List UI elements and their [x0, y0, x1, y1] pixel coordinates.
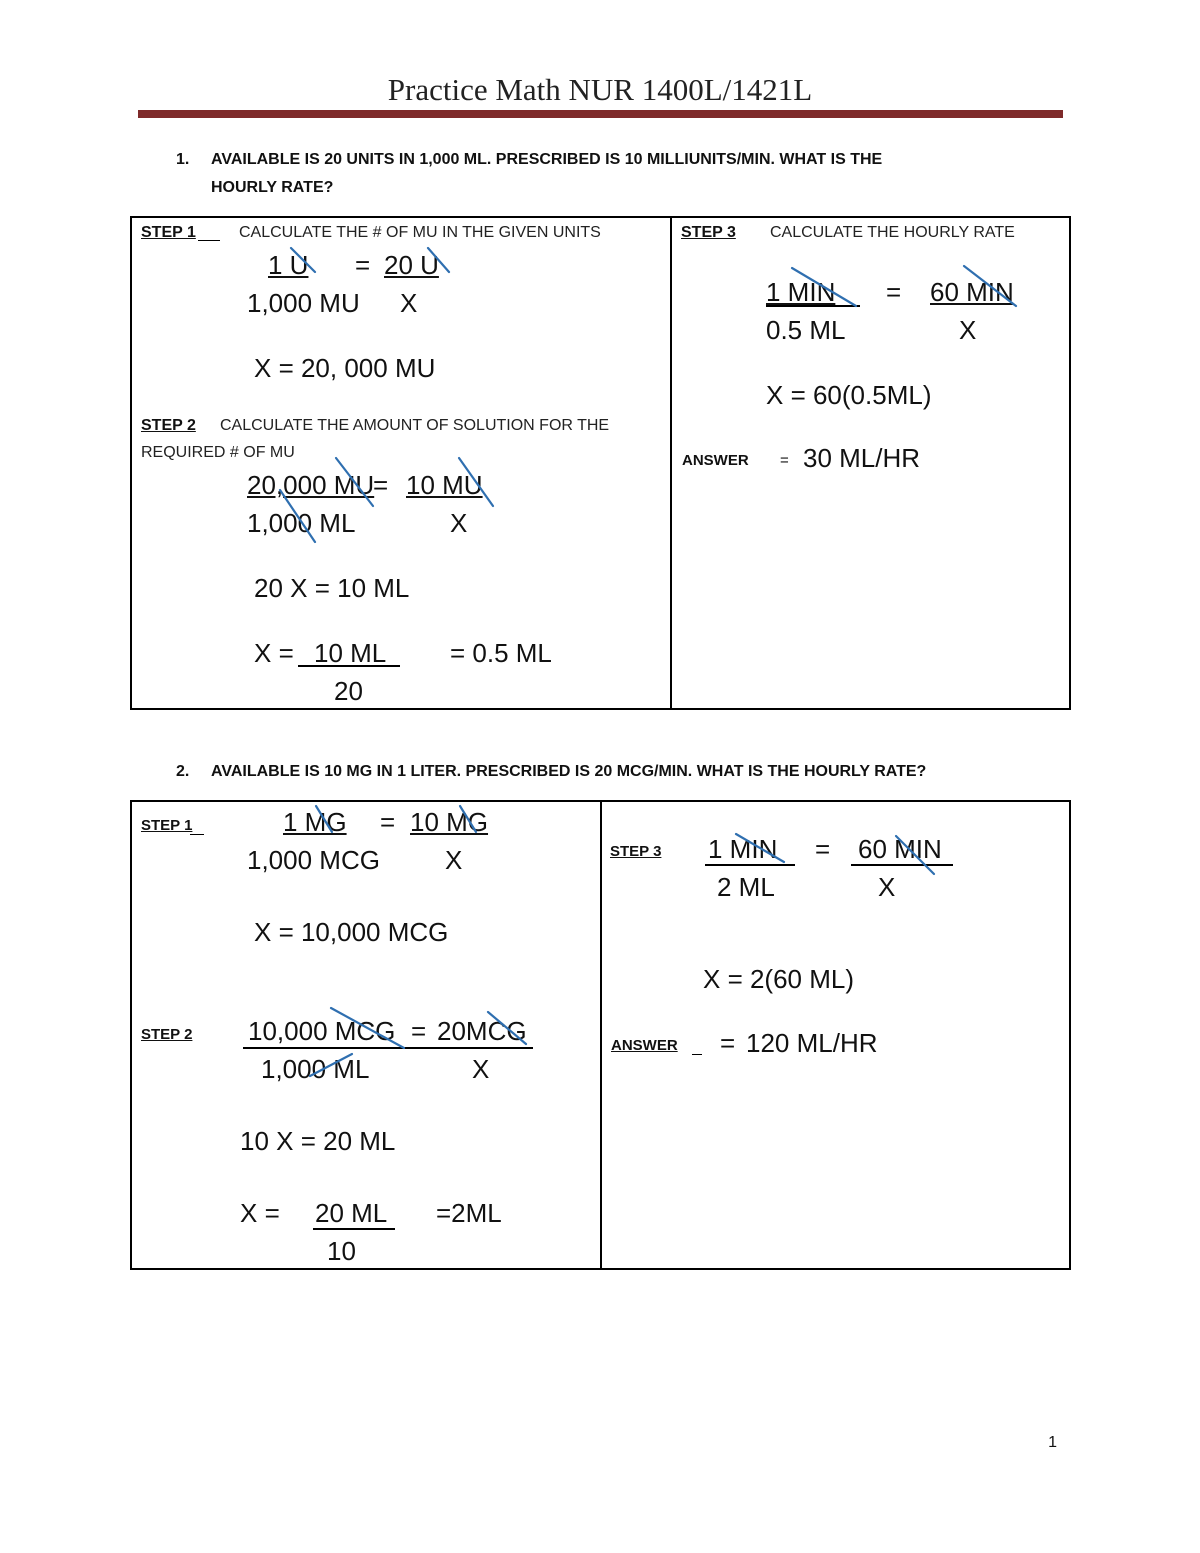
q2-step2-line3: 10 X = 20 ML: [240, 1126, 396, 1156]
q1-step3-num2: 60 MIN: [930, 277, 1014, 307]
q1-step2-eq: =: [373, 470, 389, 500]
q1-step2-frac-den: 20: [334, 676, 363, 706]
q1-step1-label: STEP 1: [141, 224, 196, 241]
question-2-line1: AVAILABLE IS 10 MG IN 1 LITER. PRESCRIBED IS 20 MCG/MIN. WHAT IS THE HOURLY RATE?: [211, 763, 927, 780]
q1-step1-den2: X: [400, 288, 418, 318]
q2-step3-den1: 2 ML: [717, 872, 775, 902]
q1-step3-label: STEP 3: [681, 224, 736, 241]
page-title: Practice Math NUR 1400L/1421L: [387, 72, 813, 107]
q2-step3-label: STEP 3: [610, 843, 662, 860]
q2-step1-num2: 10 MG: [410, 807, 489, 837]
q2-step3-result: X = 2(60 ML): [703, 964, 855, 994]
q2-step2-result: =2ML: [436, 1198, 502, 1228]
q1-step2-caption2: REQUIRED # OF MU: [141, 444, 295, 461]
cancel-mark: [316, 806, 332, 832]
cancel-mark: [291, 248, 315, 272]
q2-step2-label: STEP 2: [141, 1026, 193, 1043]
q2-step2-frac-den: 10: [327, 1236, 356, 1266]
q2-answer-label: ANSWER: [611, 1037, 678, 1054]
q2-step2-eq: =: [411, 1016, 427, 1046]
q1-step2-num1: 20,000 MU: [247, 470, 375, 500]
cancel-mark: [280, 490, 315, 542]
cancel-mark: [310, 1054, 352, 1076]
q2-step1-eq: =: [380, 807, 396, 837]
q2-step1-result: X = 10,000 MCG: [254, 917, 449, 947]
q1-step1-eq: =: [355, 250, 371, 280]
q1-step1-num1: 1 U: [268, 250, 309, 280]
q1-step2-xeq: X =: [254, 638, 294, 668]
q2-answer-value: 120 ML/HR: [746, 1028, 878, 1058]
q2-step3-den2: X: [878, 872, 896, 902]
q1-step2-den2: X: [450, 508, 468, 538]
q2-step2-frac-num: 20 ML: [315, 1198, 388, 1228]
q1-step3-den1: 0.5 ML: [766, 315, 846, 345]
q2-step2-num1: 10,000 MCG: [248, 1016, 396, 1046]
q1-step2-frac-num: 10 ML: [314, 638, 387, 668]
q1-step2-label: STEP 2: [141, 417, 196, 434]
q1-step1-result: X = 20, 000 MU: [254, 353, 436, 383]
q1-answer-eq: =: [780, 452, 789, 469]
q1-step2-line3: 20 X = 10 ML: [254, 573, 410, 603]
q1-step1-num2: 20 U: [384, 250, 439, 280]
q1-step3-result: X = 60(0.5ML): [766, 380, 932, 410]
cancel-mark: [964, 266, 1016, 306]
cancel-mark: [331, 1008, 404, 1048]
q2-step3-num2: 60 MIN: [858, 834, 942, 864]
cancel-mark: [428, 248, 449, 272]
q2-step1-den2: X: [445, 845, 463, 875]
q1-step1-caption: CALCULATE THE # OF MU IN THE GIVEN UNITS: [239, 224, 601, 241]
q1-step2-result: = 0.5 ML: [450, 638, 552, 668]
question-1-line2: HOURLY RATE?: [211, 179, 334, 196]
question-1-number: 1.: [176, 151, 190, 168]
cancel-mark: [488, 1012, 526, 1044]
cancel-mark: [792, 268, 856, 306]
question-2-number: 2.: [176, 763, 190, 780]
q2-step2-den1: 1,000 ML: [261, 1054, 370, 1084]
q1-answer-value: 30 ML/HR: [803, 443, 921, 473]
q2-step1-num1: 1 MG: [283, 807, 347, 837]
q2-step1-den1: 1,000 MCG: [247, 845, 380, 875]
q2-step3-eq: =: [815, 834, 831, 864]
q1-step3-num1: 1 MIN: [766, 277, 836, 307]
cancel-mark: [460, 806, 476, 832]
q1-step2-den1: 1,000 ML: [247, 508, 356, 538]
q2-answer-eq: =: [720, 1028, 736, 1058]
q1-step2-caption1: CALCULATE THE AMOUNT OF SOLUTION FOR THE: [220, 417, 610, 434]
q2-step2-num2: 20MCG: [437, 1016, 527, 1046]
q2-step1-label: STEP 1: [141, 817, 193, 834]
q1-answer-label: ANSWER: [682, 452, 749, 469]
q1-step3-caption: CALCULATE THE HOURLY RATE: [770, 224, 1015, 241]
q2-step2-den2: X: [472, 1054, 490, 1084]
q1-step3-den2: X: [959, 315, 977, 345]
cancel-mark: [736, 834, 784, 862]
q2-step2-xeq: X =: [240, 1198, 280, 1228]
q1-step3-eq: =: [886, 277, 902, 307]
q2-step3-num1: 1 MIN: [708, 834, 778, 864]
page-number: 1: [1048, 1434, 1057, 1451]
q1-step2-num2: 10 MU: [406, 470, 483, 500]
cancel-mark: [336, 458, 373, 506]
q1-step1-den1: 1,000 MU: [247, 288, 360, 318]
cancel-mark: [896, 836, 934, 874]
cancel-mark: [459, 458, 493, 506]
question-1-line1: AVAILABLE IS 20 UNITS IN 1,000 ML. PRESCRIBED IS 10 MILLIUNITS/MIN. WHAT IS THE: [211, 151, 883, 168]
